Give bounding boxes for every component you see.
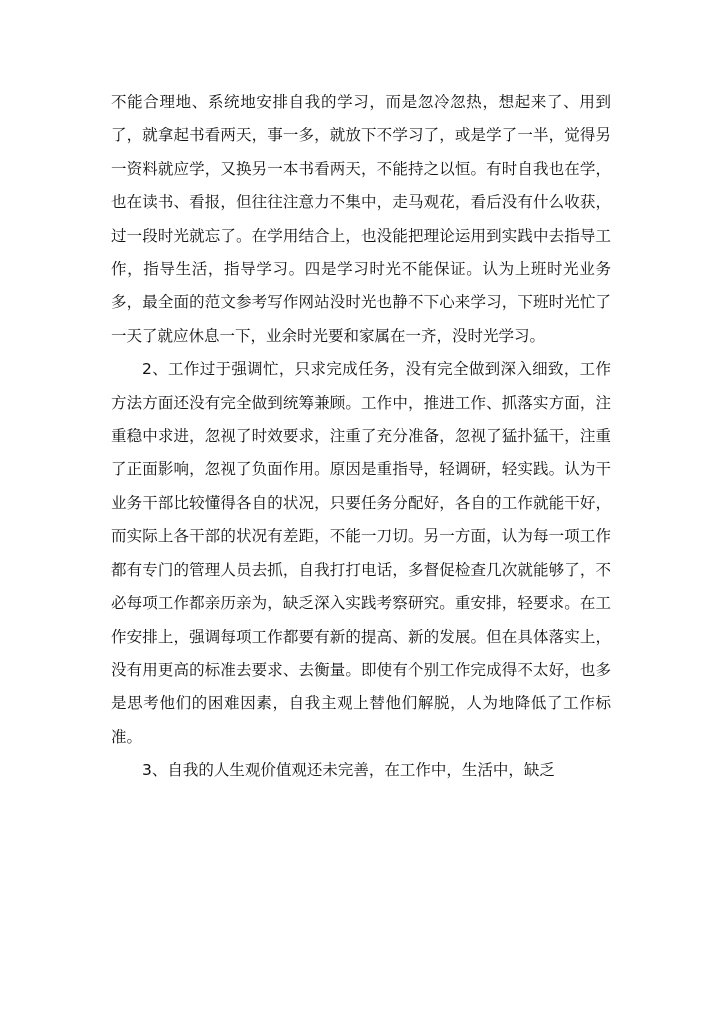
paragraph-1: 不能合理地、系统地安排自我的学习，而是忽冷忽热，想起来了、用到了，就拿起书看两天，事一多，就放下不学习了，或是学了一半，觉得另一资料就应学，又换另一本书看两天，不能持之以恒。有时自我也在学，也在读书、看报，但往往注意力不集中，走马观花，看后没有什么收获，过一段时光就忘了。在学用结合上，也没能把理论运用到实践中去指导工作，指导生活，指导学习。四是学习时光不能保证。认为上班时光业务多，最全面的范文参考写作网站没时光也静不下心来学习，下班时光忙了一天了就应休息一下，业余时光要和家属在一齐，没时光学习。 — [111, 93, 611, 345]
paragraph-3: 3、自我的人生观价值观还未完善，在工作中，生活中，缺乏 — [142, 761, 555, 780]
paragraph-2: 2、工作过于强调忙，只求完成任务，没有完全做到深入细致，工作方法方面还没有完全做到统筹兼顾。工作中，推进工作、抓落实方面，注重稳中求进，忽视了时效要求，注重了充分准备，忽视了猛扑猛干，注重了正面影响，忽视了负面作用。原因是重指导，轻调研，轻实践。认为干业务干部比较懂得各自的状况，只要任务分配好，各自的工作就能干好，而实际上各干部的状况有差距，不能一刀切。另一方面，认为每一项工作都有专门的管理人员去抓，自我打打电话，多督促检查几次就能够了，不必每项工作都亲历亲为，缺乏深入实践考察研究。重安排，轻要求。在工作安排上，强调每项工作都要有新的提高、新的发展。但在具体落实上，没有用更高的标准去要求、去衡量。即使有个别工作完成得不太好，也多是思考他们的困难因素，自我主观上替他们解脱，人为地降低了工作标准。 — [111, 360, 611, 746]
document-body — [111, 86, 611, 788]
